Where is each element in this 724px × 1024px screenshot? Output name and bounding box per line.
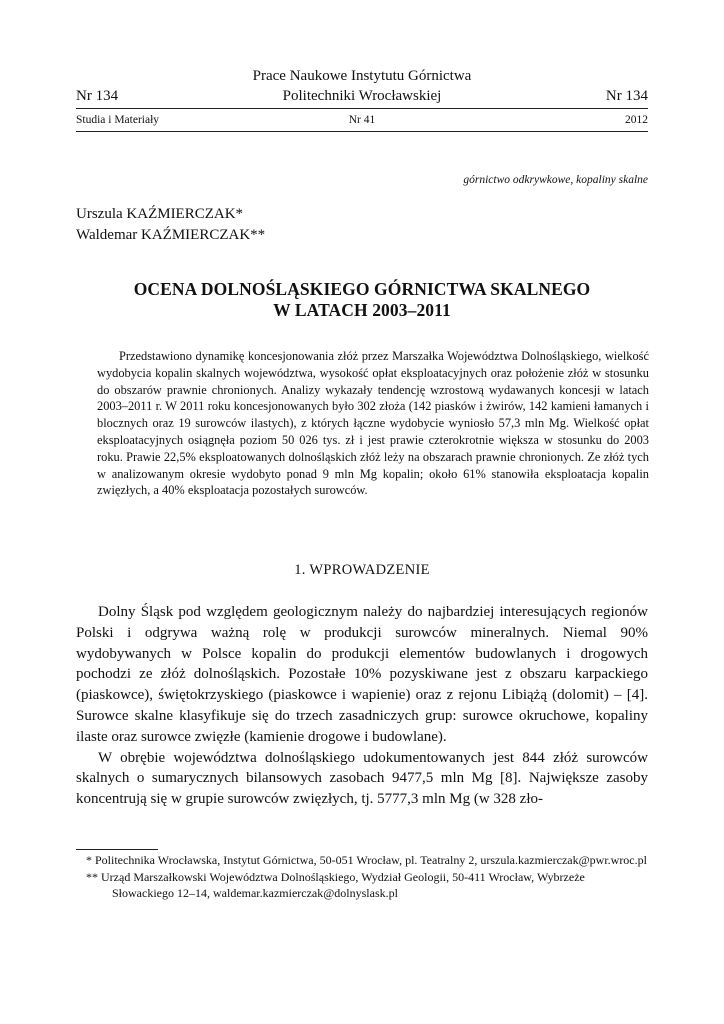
abstract: Przedstawiono dynamikę koncesjonowania złóż przez Marszałka Województwa Dolnośląskiego, wielkość wydobycia kopalin skalnych województwa, wysokość opłat eksploatacyjnych oraz położenie złóż w stosunku do obszarów prawnie chronionych. Analizy wykazały tendencję wzrostową wydawanych koncesji w latach 2003–2011 r. W 2011 roku koncesjonowanych było 302 złoża (142 piasków i żwirów, 142 kamieni łamanych i blocznych oraz 19 surowców ilastych), z których łączne wydobycie wyniosło 57,3 mln Mg. Wielkość opłat eksploatacyjnych osiągnęła poziom 50 026 tys. zł i jest prawie czterokrotnie większa w stosunku do 2003 roku. Prawie 22,5% eksploatowanych dolnośląskich złóż leży na obszarach prawnie chronionych. Ze złóż tych w analizowanym okresie wydobyto ponad 9 mln Mg kopalin; około 61% stanowiła eksploatacja kopalin zwięzłych, a 40% eksploatacja pozostałych surowców. bbox=[97, 349, 649, 498]
journal-title-line1: Prace Naukowe Instytutu Górnictwa bbox=[252, 68, 472, 84]
series-name: Studia i Materiały bbox=[76, 114, 160, 126]
issue-number-right: Nr 134 bbox=[605, 88, 648, 104]
footnote-2: ** Urząd Marszałkowski Województwa Dolnośląskiego, Wydział Geologii, 50-411 Wrocław, Wybrzeże Słowackiego 12–14, waldemar.kazmierczak@dolnyslask.pl bbox=[86, 869, 585, 901]
paper-title-line1: OCENA DOLNOŚLĄSKIEGO GÓRNICTWA SKALNEGO bbox=[133, 279, 591, 299]
footnote-divider bbox=[76, 849, 158, 850]
header-divider-bottom bbox=[76, 131, 648, 132]
header-divider-top bbox=[76, 108, 648, 109]
footnotes bbox=[76, 852, 648, 902]
paper-title-line2: W LATACH 2003–2011 bbox=[273, 300, 451, 320]
journal-title-line2: Politechniki Wrocławskiej bbox=[282, 88, 442, 104]
author-1: Urszula KAŹMIERCZAK* bbox=[76, 206, 244, 222]
body-text bbox=[76, 602, 648, 810]
series-number: Nr 41 bbox=[348, 114, 376, 126]
section-heading: 1. WPROWADZENIE bbox=[294, 562, 430, 578]
issue-number-left: Nr 134 bbox=[76, 88, 119, 104]
author-2: Waldemar KAŹMIERCZAK** bbox=[76, 227, 266, 243]
publication-year: 2012 bbox=[625, 114, 648, 126]
author-list bbox=[76, 204, 265, 246]
paragraph-2: W obrębie województwa dolnośląskiego udokumentowanych jest 844 złóż surowców skalnych o sumarycznych bilansowych zasobach 9477,5 mln Mg [8]. Największe zasoby koncentrują się w grupie surowców zwięzłych, tj. 5777,3 mln Mg (w 328 zło- bbox=[76, 749, 648, 808]
paragraph-1: Dolny Śląsk pod względem geologicznym należy do najbardziej interesujących regionów Polski i odgrywa ważną rolę w produkcji surowców mineralnych. Niemal 90% wydobywanych w Polsce kopalin do produkcji elementów budowlanych i drogowych pochodzi ze złóż dolnośląskich. Pozostałe 10% pozyskiwane jest z obszaru karpackiego (piaskowce), świętokrzyskiego (piaskowce i wapienie) oraz z rejonu Libiążą (dolomit) – [4]. Surowce skalne klasyfikuje się do trzech zasadniczych grup: surowce okruchowe, kopaliny ilaste oraz surowce zwięzłe (kamienie drogowe i budowlane). bbox=[76, 604, 648, 745]
footnote-1: * Politechnika Wrocławska, Instytut Górnictwa, 50-051 Wrocław, pl. Teatralny 2, urszula.kazmierczak@pwr.wroc.pl bbox=[86, 853, 647, 867]
paper-title bbox=[76, 279, 648, 321]
keywords: górnictwo odkrywkowe, kopaliny skalne bbox=[463, 174, 648, 186]
